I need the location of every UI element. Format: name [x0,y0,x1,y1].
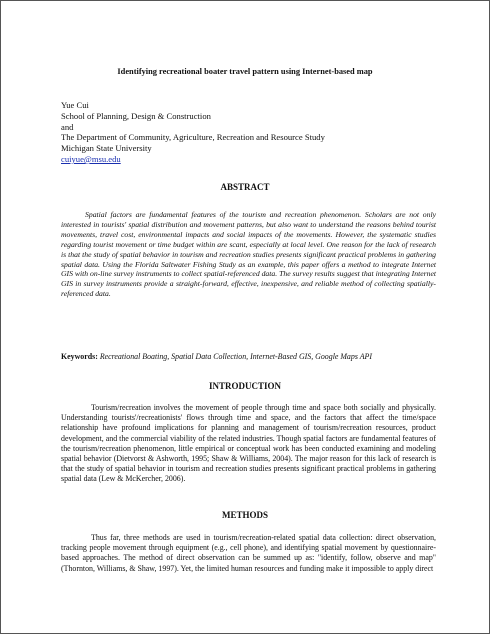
keywords-text: Recreational Boating, Spatial Data Collection, Internet-Based GIS, Google Maps API [99,352,372,361]
paper-title: Identifying recreational boater travel pattern using Internet-based map [117,67,373,76]
keywords-label: Keywords: [61,352,98,361]
author-name: Yue Cui [61,100,89,110]
abstract-heading: ABSTRACT [220,182,270,192]
affiliation-1: School of Planning, Design & Construction [61,110,211,121]
introduction-heading: INTRODUCTION [208,381,281,391]
author-block [61,100,325,165]
introduction-text: Tourism/recreation involves the movement of people through time and space both socially and physically. Understanding tourists'/recreationists' flows through time and space, and the factors that affect the time/space relationship have profound implications for planning and management of tourism/recreation resources, product development, and the commercial viability of the related industries. Though spatial factors are fundamental features of the tourism/recreation phenomenon, little empirical or conceptual work has been conducted examining and modeling spatial behavior (Dietvorst & Ashworth, 1995; Shaw & Williams, 2004). The major reason for this lack of research is that the study of spatial behavior in tourism and recreation studies presents significant practical problems in gathering spatial data (Lew & McKercher, 2006). [61,403,436,484]
affiliation-2: The Department of Community, Agriculture, Recreation and Resource Study [61,132,325,143]
email-link[interactable]: cuiyue@msu.edu [61,153,121,164]
methods-text: Thus far, three methods are used in tourism/recreation-related spatial data collection: direct observation, tracking people movement through equipment (e.g., cell phone), and identifying spatial movement by questionnaire-based approaches. The method of direct observation can be summed up as: "identify, follow, observe and map" (Thornton, Williams, & Shaw, 1997). Yet, the limited human resources and funding make it impossible to apply direct [61,533,436,573]
keywords [61,352,436,362]
affiliation-conjunction: and [61,121,74,132]
university: Michigan State University [61,143,152,154]
abstract-text: Spatial factors are fundamental features of the tourism and recreation phenomenon. Scholars are not only interested in tourists' spatial distribution and movement patterns, but also want to understand the reasons behind tourist movements, travel cost, environmental impacts and social impacts of the movements. However, the systematic studies regarding tourist movement or time budget within are scant, especially at local level. One reason for the lack of research is that the study of spatial behavior in tourism and recreation studies presents significant practical problems in gathering spatial data. Using the Florida Saltwater Fishing Study as an example, this paper offers a method to integrate Internet GIS with on-line survey instruments to collect spatial-referenced data. The survey results suggest that integrating Internet GIS in survey instruments provide a straight-forward, effective, inexpensive, and reliable method of collecting spatially-referenced data. [61,210,436,299]
methods-heading: METHODS [221,510,268,520]
